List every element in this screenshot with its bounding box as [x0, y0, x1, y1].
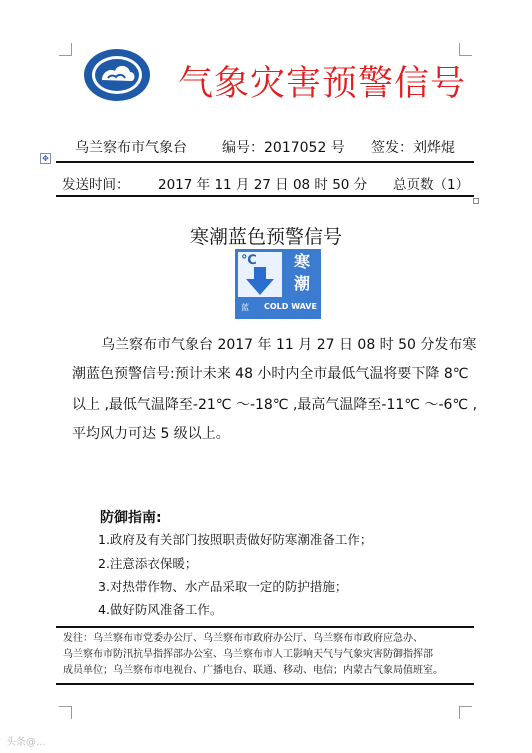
- distribution-list: [63, 631, 473, 679]
- footer-divider-bottom: [56, 683, 474, 685]
- header-divider-top: [56, 161, 474, 163]
- body-line-3: 以上 ,最低气温降至-21℃ ～-18℃ ,最高气温降至-11℃ ～-6℃ ,: [72, 397, 478, 413]
- body-line-1: 乌兰察布市气象台 2017 年 11 月 27 日 08 时 50 分发布寒: [101, 337, 477, 353]
- guide-item-2: 2.注意添衣保暖；: [98, 556, 198, 571]
- down-arrow-icon: [245, 267, 275, 295]
- send-time-label: 发送时间：: [62, 177, 130, 193]
- document-number: 编号：2017052 号: [222, 140, 345, 156]
- table-resize-handle-icon[interactable]: [473, 198, 479, 204]
- guide-item-1: 1.政府及有关部门按照职责做好防寒潮准备工作；: [98, 532, 373, 547]
- corner-mark-bottom-right: [459, 706, 472, 719]
- distribution-line: 乌兰察布市防汛抗旱指挥部办公室、乌兰察布市人工影响天气与气象灾害防御指挥部: [63, 649, 433, 660]
- distribution-line: 成员单位；乌兰察布市电视台、广播电台、联通、移动、电信；内蒙古气象局值班室。: [63, 665, 443, 676]
- badge-char-1: 寒: [293, 252, 310, 271]
- corner-mark-top-left: [59, 43, 72, 56]
- badge-degree: ℃: [241, 253, 257, 268]
- footer-divider-top: [56, 626, 474, 628]
- page-count: 总页数（1）: [393, 177, 470, 193]
- header-divider-bottom: [56, 195, 474, 197]
- corner-mark-top-right: [459, 43, 472, 56]
- body-line-2: 潮蓝色预警信号:预计未来 48 小时内全市最低气温将要下降 8℃: [72, 366, 469, 382]
- page-title: 气象灾害预警信号: [178, 64, 467, 104]
- cold-wave-blue-icon: [235, 249, 321, 319]
- table-move-handle-icon[interactable]: ✥: [40, 153, 51, 164]
- badge-cold-wave-text: COLD WAVE: [264, 302, 317, 311]
- distribution-line: 发往：乌兰察布市党委办公厅、乌兰察布市政府办公厅、乌兰察布市政府应急办、: [63, 633, 423, 644]
- signer: 签发：刘烨焜: [371, 140, 455, 156]
- badge-level: 蓝: [241, 303, 249, 312]
- signal-title: 寒潮蓝色预警信号: [189, 226, 342, 248]
- issuing-org: 乌兰察布市气象台: [75, 140, 187, 156]
- badge-char-2: 潮: [293, 274, 310, 293]
- body-line-4: 平均风力可达 5 级以上。: [72, 426, 230, 442]
- guide-item-3: 3.对热带作物、水产品采取一定的防护措施；: [98, 579, 348, 594]
- send-time-value: 2017 年 11 月 27 日 08 时 50 分: [158, 177, 368, 193]
- guide-title: 防御指南:: [100, 510, 162, 526]
- meteorological-logo-icon: [82, 48, 152, 102]
- corner-mark-bottom-left: [59, 706, 72, 719]
- guide-item-4: 4.做好防风准备工作。: [98, 602, 223, 617]
- watermark: 头条@...: [6, 737, 46, 748]
